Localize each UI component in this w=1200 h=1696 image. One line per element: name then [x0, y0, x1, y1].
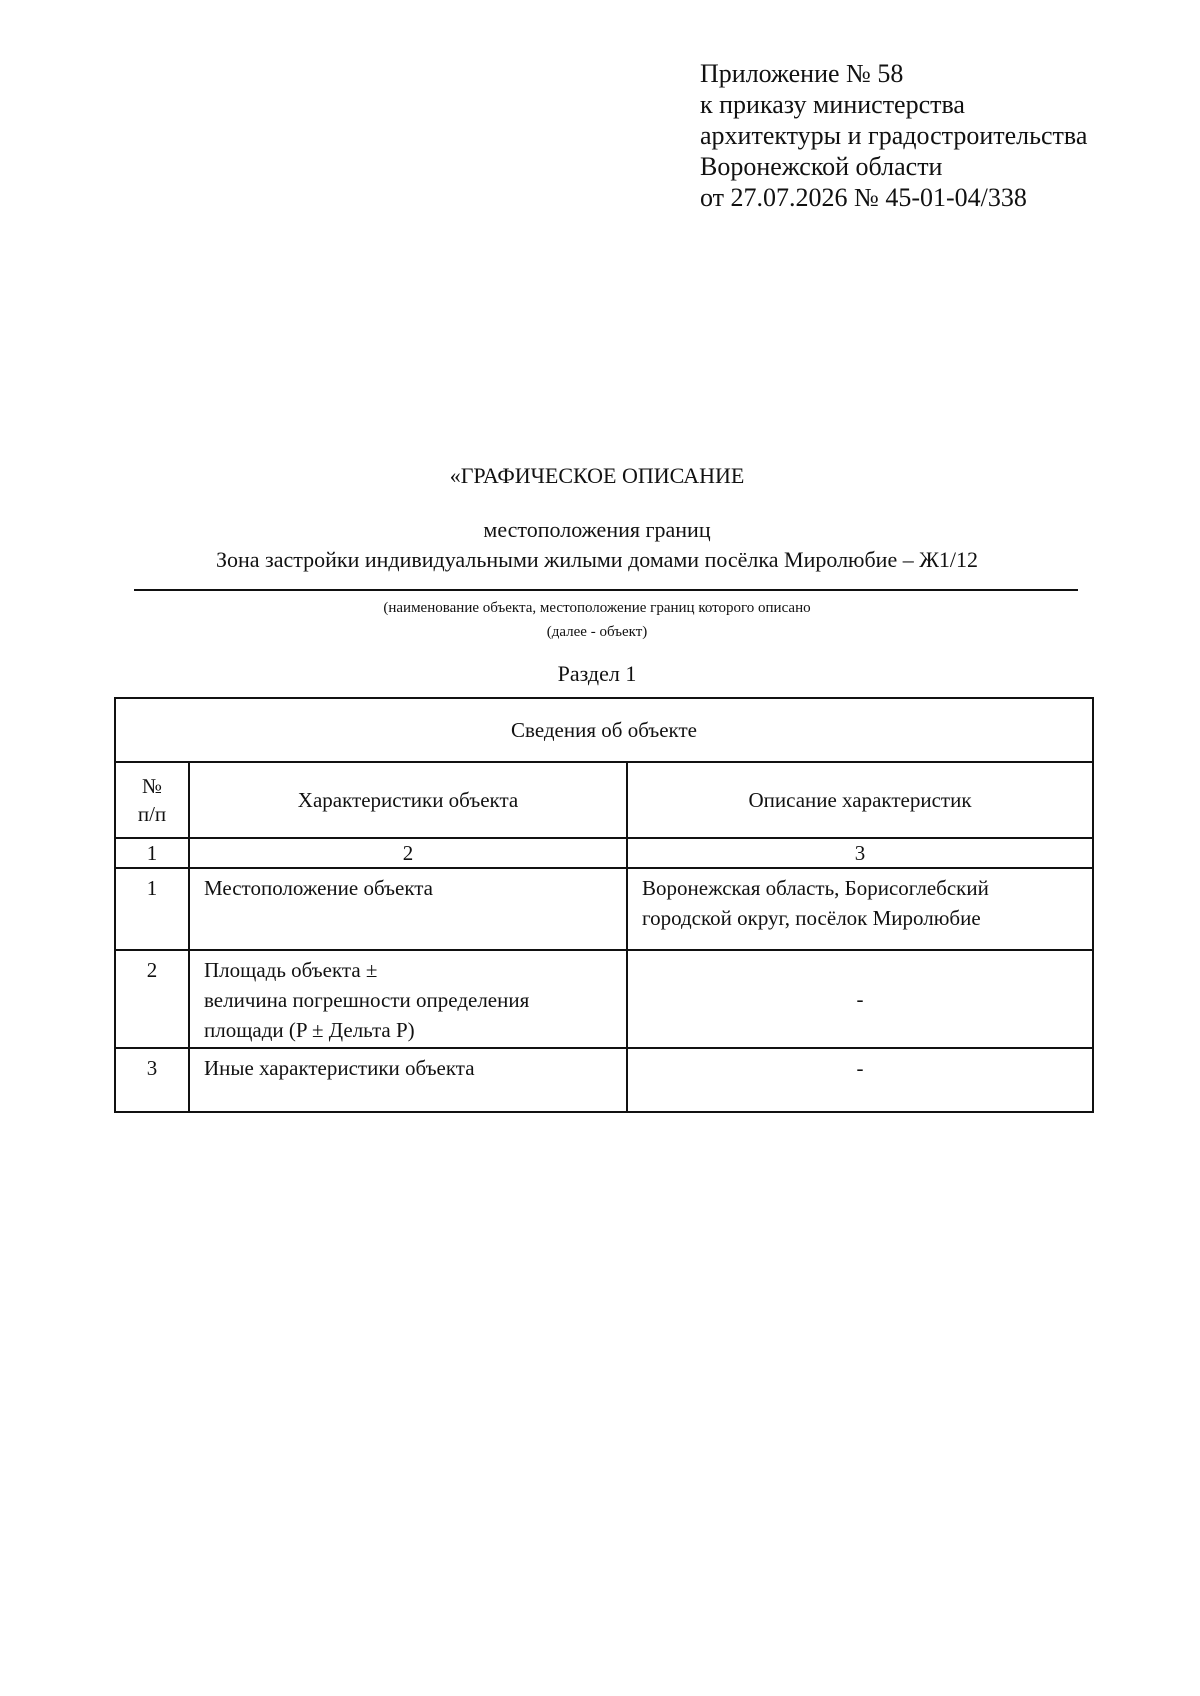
table-row — [115, 868, 1093, 950]
index-cell: 1 — [115, 838, 189, 868]
index-cell: 2 — [189, 838, 627, 868]
row-characteristic: Иные характеристики объекта — [189, 1048, 627, 1112]
table-header-row — [115, 762, 1093, 838]
underline-rule — [134, 589, 1078, 591]
object-name-note-cont: (далее - объект) — [546, 624, 648, 640]
row-description: - — [627, 950, 1093, 1048]
row-characteristic-line: площади (P ± Дельта P) — [204, 1018, 415, 1042]
table-caption: Сведения об объекте — [115, 698, 1093, 762]
appendix-block — [700, 58, 1087, 213]
header-number-line2: п/п — [137, 802, 167, 826]
appendix-line: архитектуры и градостроительства — [700, 121, 1088, 150]
row-number: 3 — [115, 1048, 189, 1112]
table-row — [115, 950, 1093, 1048]
appendix-line: Воронежской области — [700, 152, 943, 181]
row-description: Воронежская область, Борисоглебский городской округ, посёлок Миролюбие — [627, 868, 1093, 950]
header-number — [115, 762, 189, 838]
row-number: 2 — [115, 950, 189, 1048]
appendix-line: от 27.07.2026 № 45-01-04/338 — [700, 183, 1027, 212]
row-description: - — [627, 1048, 1093, 1112]
row-characteristic — [189, 950, 627, 1048]
object-name: Зона застройки индивидуальными жилыми домами посёлка Миролюбие – Ж1/12 — [215, 547, 979, 572]
appendix-line: Приложение № 58 — [700, 59, 904, 88]
appendix-line: к приказу министерства — [700, 90, 965, 119]
table-index-row — [115, 838, 1093, 868]
document-subtitle: местоположения границ — [483, 517, 711, 542]
table-caption-row — [115, 698, 1093, 762]
row-characteristic-line: величина погрешности определения — [204, 988, 530, 1012]
index-cell: 3 — [627, 838, 1093, 868]
row-number: 1 — [115, 868, 189, 950]
header-description: Описание характеристик — [627, 762, 1093, 838]
section-label: Раздел 1 — [557, 661, 637, 686]
object-name-note: (наименование объекта, местоположение границ которого описано — [383, 600, 811, 616]
header-number-line1: № — [141, 774, 163, 798]
row-characteristic: Местоположение объекта — [189, 868, 627, 950]
row-characteristic-line: Площадь объекта ± — [204, 958, 378, 982]
object-info-table — [114, 697, 1094, 1113]
header-characteristics: Характеристики объекта — [189, 762, 627, 838]
document-title: «ГРАФИЧЕСКОЕ ОПИСАНИЕ — [449, 463, 745, 488]
table-row — [115, 1048, 1093, 1112]
